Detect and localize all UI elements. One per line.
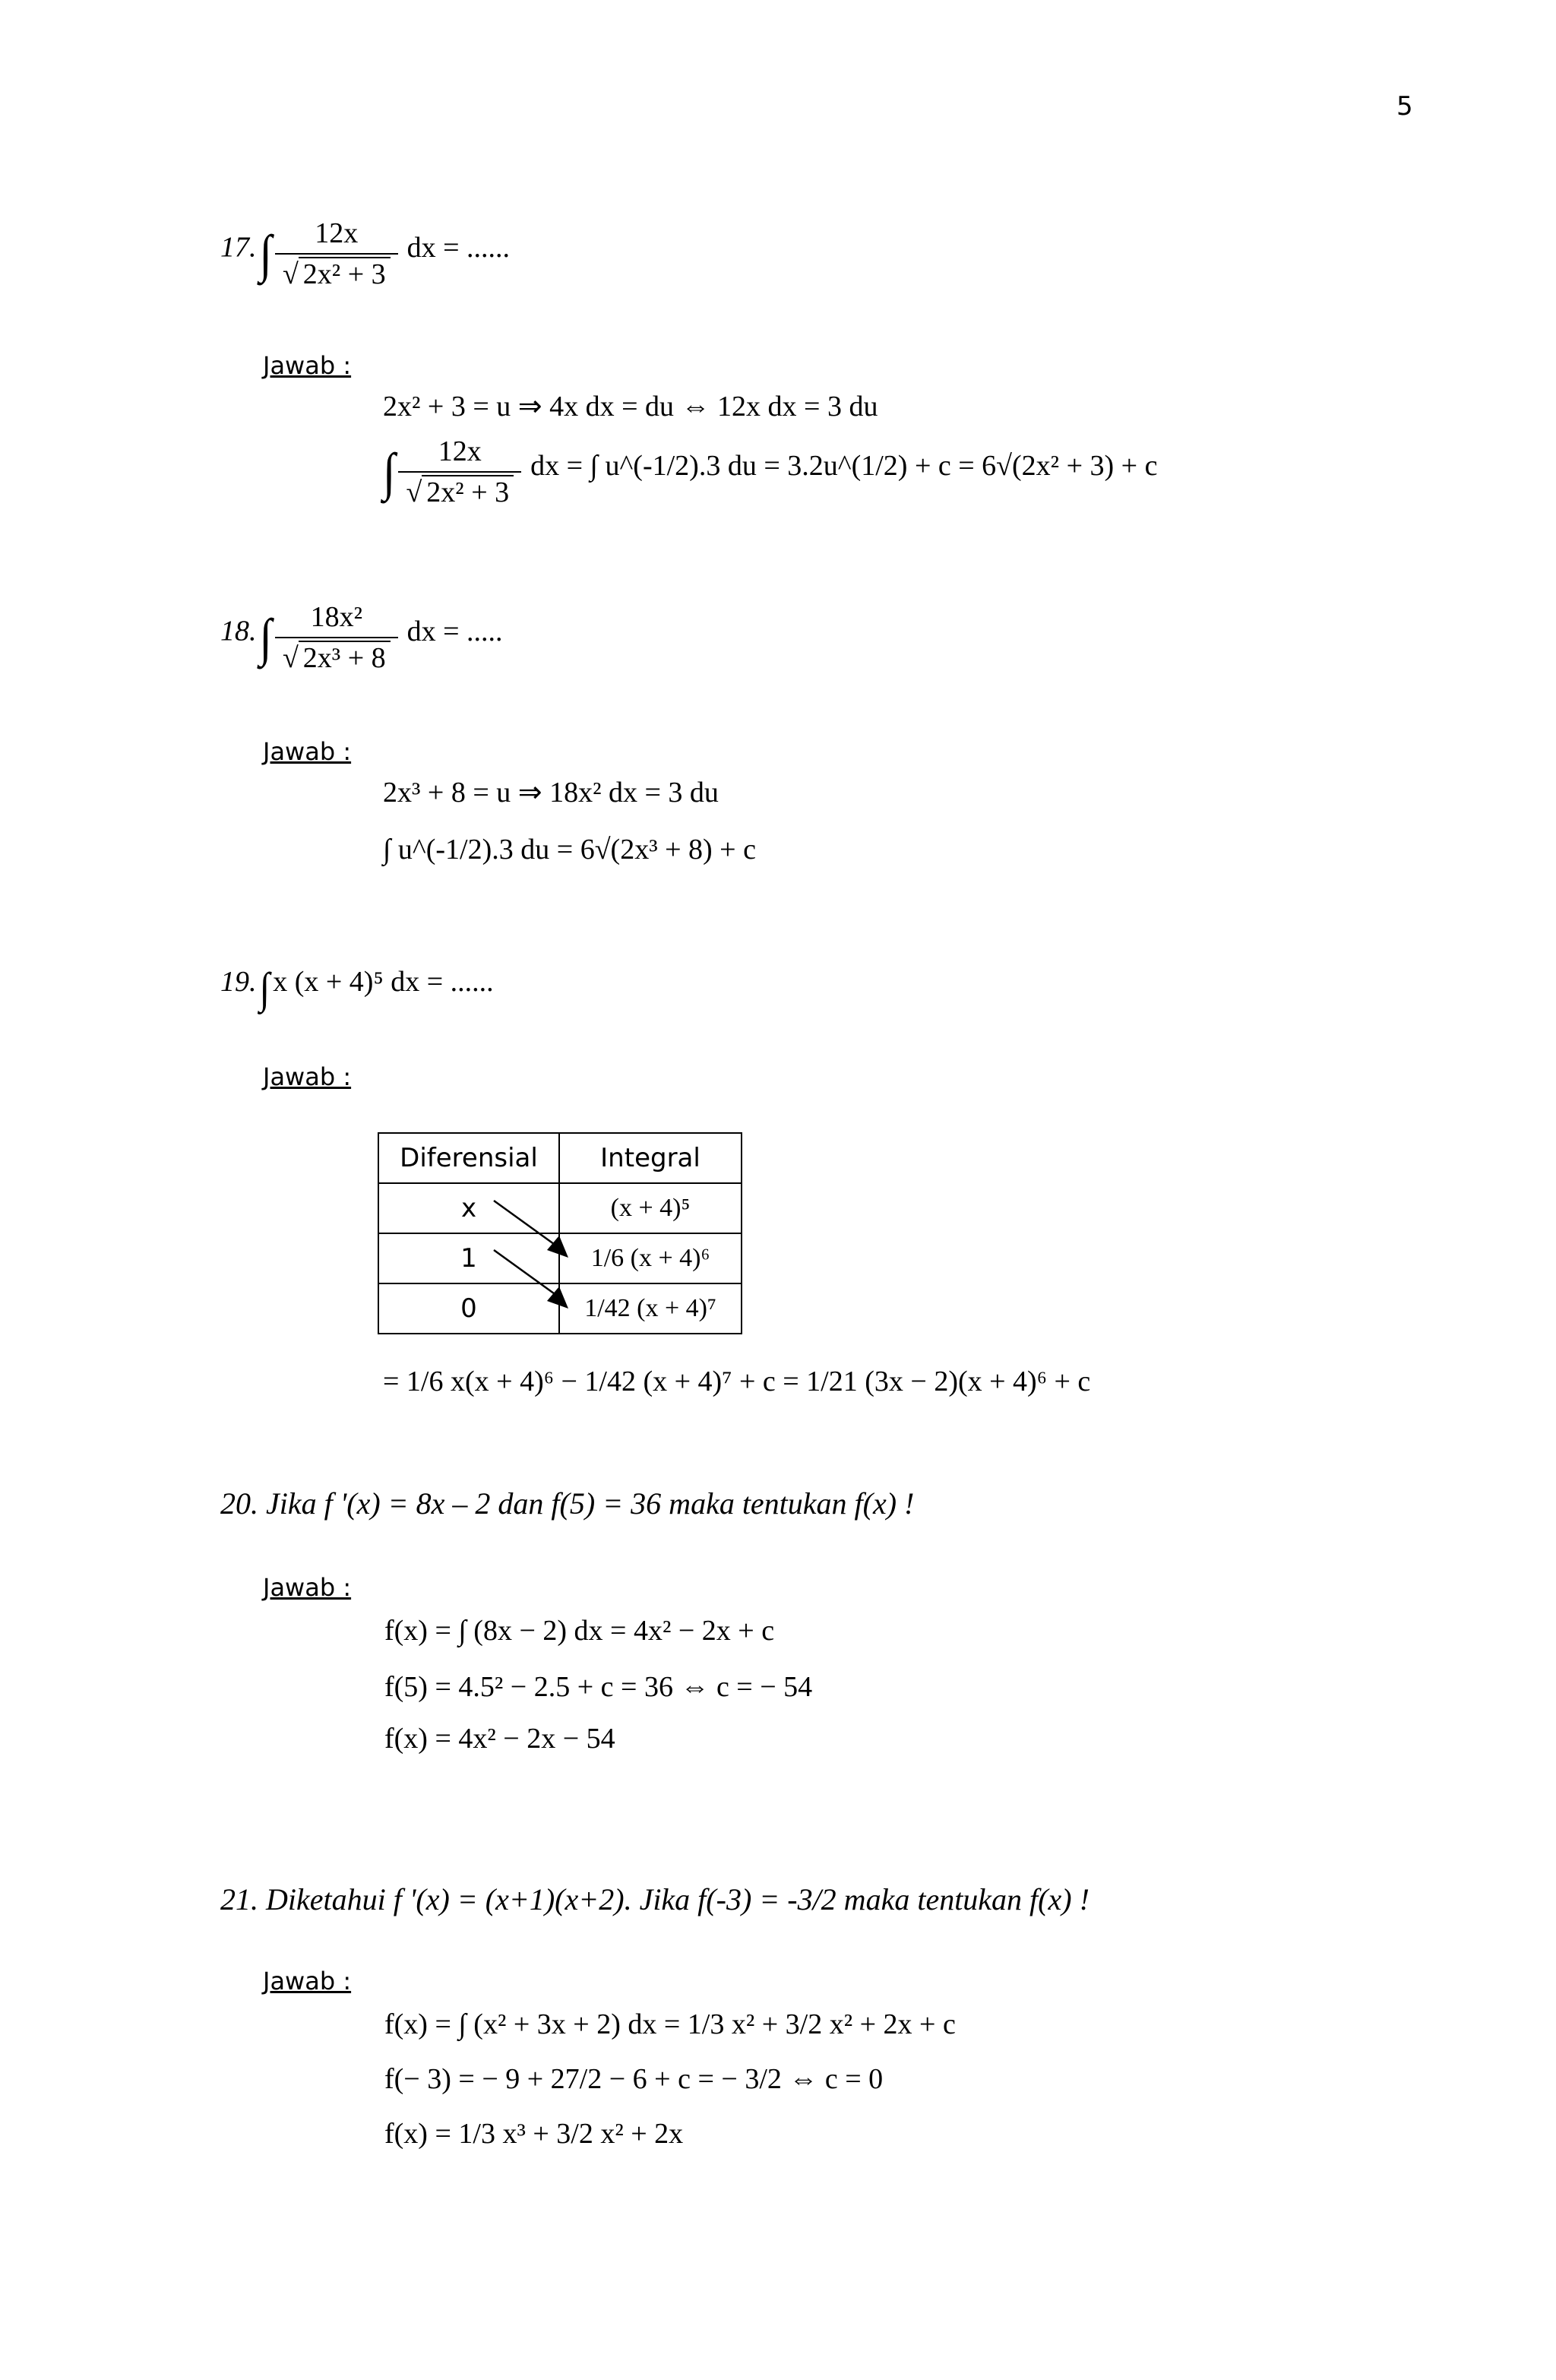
solution-step: f(x) = ∫ (8x − 2) dx = 4x² − 2x + c <box>384 1615 775 1647</box>
radicand: 2x² + 3 <box>422 475 514 508</box>
table-header: Integral <box>559 1133 742 1183</box>
table-cell: 1 <box>378 1233 559 1283</box>
solution-step: 2x³ + 8 = u ⇒ 18x² dx = 3 du <box>383 777 719 809</box>
question-19: 19. ∫ x (x + 4)⁵ dx = ...... <box>220 964 494 1013</box>
solution-step: f(5) = 4.5² − 2.5 + c = 36 ⇔ c = − 54 <box>384 1671 813 1703</box>
question-number: 19. <box>220 966 257 998</box>
solution-step: f(− 3) = − 9 + 27/2 − 6 + c = − 3/2 ⇔ c = 0 <box>384 2063 884 2095</box>
diagonal-arrows <box>456 1185 608 1322</box>
table-cell: 0 <box>378 1283 559 1334</box>
jawab-label: Jawab : <box>263 1062 352 1091</box>
jawab-label: Jawab : <box>263 1573 352 1602</box>
jawab-label: Jawab : <box>263 351 352 380</box>
question-18: 18. ∫ $\frac{\text{18x²}}{\text{√ 2x³ + 8}}$ dx = ..... <box>220 601 503 674</box>
table-header-row <box>378 1133 742 1183</box>
arrow-line <box>494 1201 562 1250</box>
question-number: 17. <box>220 231 257 264</box>
table-cell: x <box>378 1183 559 1233</box>
arrow-head <box>547 1236 568 1258</box>
solution-step: ∫ u^(-1/2).3 du = 6√(2x³ + 8) + c <box>383 834 756 866</box>
radicand: 2x³ + 8 <box>299 641 391 674</box>
solution-step: f(x) = ∫ (x² + 3x + 2) dx = 1/3 x² + 3/2 x² + 2x + c <box>384 2008 956 2040</box>
question-21: 21. Diketahui f '(x) = (x+1)(x+2). Jika f(-3) = -3/2 maka tentukan f(x) ! <box>220 1882 1090 1916</box>
step-expression: dx = ∫ u^(-1/2).3 du = 3.2u^(1/2) + c = 6√(2x² + 3) + c <box>530 449 1158 482</box>
integral-tail: dx = ...... <box>406 231 511 264</box>
numerator: 12x <box>438 435 482 467</box>
table-cell: 1/42 (x + 4)⁷ <box>559 1283 742 1334</box>
solution-step: f(x) = 1/3 x³ + 3/2 x² + 2x <box>384 2118 684 2150</box>
solution-step: ∫ $\frac{12x}{\text{√ 2x² + 3}}$ dx = ∫ u^(-1/2).3 du = 3.2u^(1/2) + c = 6√(2x² + 3) + c <box>383 435 1158 508</box>
numerator: 12x <box>315 217 359 249</box>
integral-expression: x (x + 4)⁵ dx = ...... <box>273 966 494 998</box>
solution-step: f(x) = 4x² − 2x − 54 <box>384 1723 615 1755</box>
radicand: 2x² + 3 <box>299 257 391 290</box>
numerator: 18x² <box>310 601 362 633</box>
integration-result: = 1/6 x(x + 4)⁶ − 1/42 (x + 4)⁷ + c = 1/21 (3x − 2)(x + 4)⁶ + c <box>383 1366 1091 1397</box>
question-17: 17. ∫ $\frac{12x}{\text{√ 2x² + 3}}$ dx = ...... <box>220 217 511 290</box>
table-cell: 1/6 (x + 4)⁶ <box>559 1233 742 1283</box>
jawab-label: Jawab : <box>263 1967 352 1995</box>
integral-tail: dx = ..... <box>406 615 503 647</box>
question-number: 18. <box>220 615 257 647</box>
table-cell: (x + 4)⁵ <box>559 1183 742 1233</box>
solution-step: 2x² + 3 = u ⇒ 4x dx = du ⇔ 12x dx = 3 du <box>383 391 878 423</box>
fraction: $\frac{12x}{\text{√ 2x² + 3}}$ <box>275 217 398 291</box>
arrow-line <box>494 1250 562 1299</box>
page-number: 5 <box>1396 91 1413 122</box>
table-header: Diferensial <box>378 1133 559 1183</box>
jawab-label: Jawab : <box>263 737 352 766</box>
question-20: 20. Jika f '(x) = 8x – 2 dan f(5) = 36 maka tentukan f(x) ! <box>220 1486 915 1521</box>
